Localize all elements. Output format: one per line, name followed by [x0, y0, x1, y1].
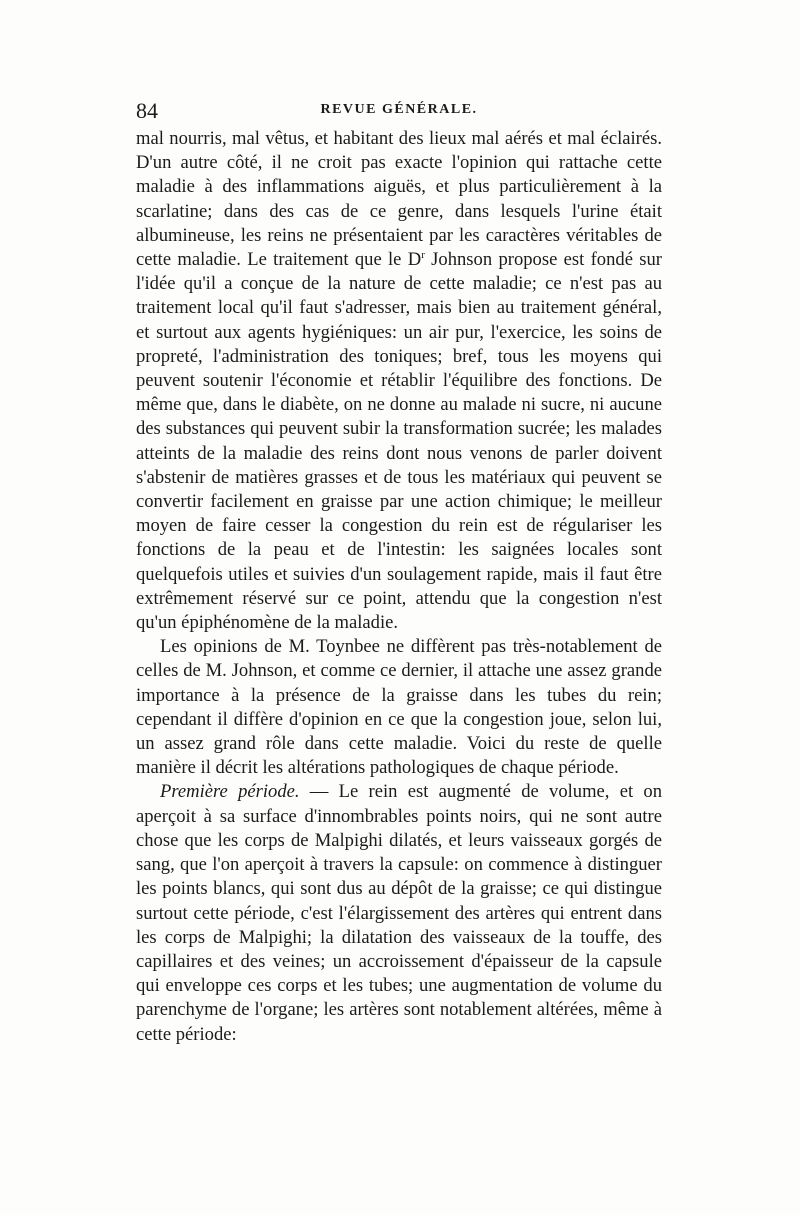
paragraph-3-text: — Le rein est augmenté de volume, et on aperçoit à sa surface d'innombrables points noirs, qui ne sont autre chose que les corps de Malpighi dilatés, et leurs vaisseaux gorgés de sang, que l'on aperçoit à travers la capsule: on commence à distinguer les points blancs, qui sont dus au dépôt de la graisse; ce qui distingue surtout cette période, c'est l'élargissement des artères qui entrent dans les corps de Malpighi; la dilatation des vaisseaux de la touffe, des capillaires et des veines; un accroissement d'épaisseur de la capsule qui enveloppe ces corps et les tubes; une augmentation de volume du parenchyme de l'organe; les artères sont notablement altérées, même à cette période:	[136, 781, 662, 1045]
paragraph-premiere-periode	[136, 780, 662, 1046]
paragraph-1-rest: Johnson propose est fondé sur l'idée qu'il a conçue de la nature de cette maladie; ce n'est pas au traitement local qu'il faut s'adresser, mais bien au traitement général, et surtout aux agents hygiéniques: un air pur, l'exercice, les soins de propreté, l'administration des toniques; bref, tous les moyens qui peuvent soutenir l'économie et rétablir l'équilibre des fonctions. De même que, dans le diabète, on ne donne au malade ni sucre, ni aucune des substances qui peuvent subir la transformation sucrée; les malades atteints de la maladie des reins dont nous venons de parler doivent s'abstenir de matières grasses et de tous les matériaux qui peuvent se convertir facilement en graisse par une action chimique; le meilleur moyen de faire cesser la congestion du rein est de régulariser les fonctions de la peau et de l'intestin: les saignées locales sont quelquefois utiles et suivies d'un soulagement rapide, mais il faut être extrêmement réservé sur ce point, attendu que la congestion n'est qu'un épiphénomène de la maladie.	[136, 249, 662, 634]
doctor-superscript: r	[421, 248, 425, 261]
paragraph-toynbee: Les opinions de M. Toynbee ne diffèrent pas très-notablement de celles de M. Johnson, et comme ce dernier, il attache une assez grande importance à la présence de la graisse dans les tubes du rein; cependant il diffère d'opinion en ce que la congestion joue, selon lui, un assez grand rôle dans cette maladie. Voici du reste de quelle manière il décrit les altérations pathologiques de chaque période.	[136, 636, 662, 779]
page-header	[136, 98, 662, 124]
running-head: REVUE GÉNÉRALE.	[320, 102, 478, 117]
page-number: 84	[136, 98, 158, 123]
section-heading-premiere-periode: Première période.	[160, 781, 300, 803]
body-text	[136, 127, 662, 1047]
paragraph-continuation	[136, 127, 662, 635]
paragraph-1-text: mal nourris, mal vêtus, et habitant des lieux mal aérés et mal éclairés. D'un autre côté, il ne croit pas exacte l'opinion qui rattache cette maladie à des inflammations aiguës, et plus particulièrement à la scarlatine; dans des cas de ce genre, dans lesquels l'urine était albumineuse, les reins ne présentaient par les caractères véritables de cette maladie. Le traitement que le D	[136, 128, 662, 271]
